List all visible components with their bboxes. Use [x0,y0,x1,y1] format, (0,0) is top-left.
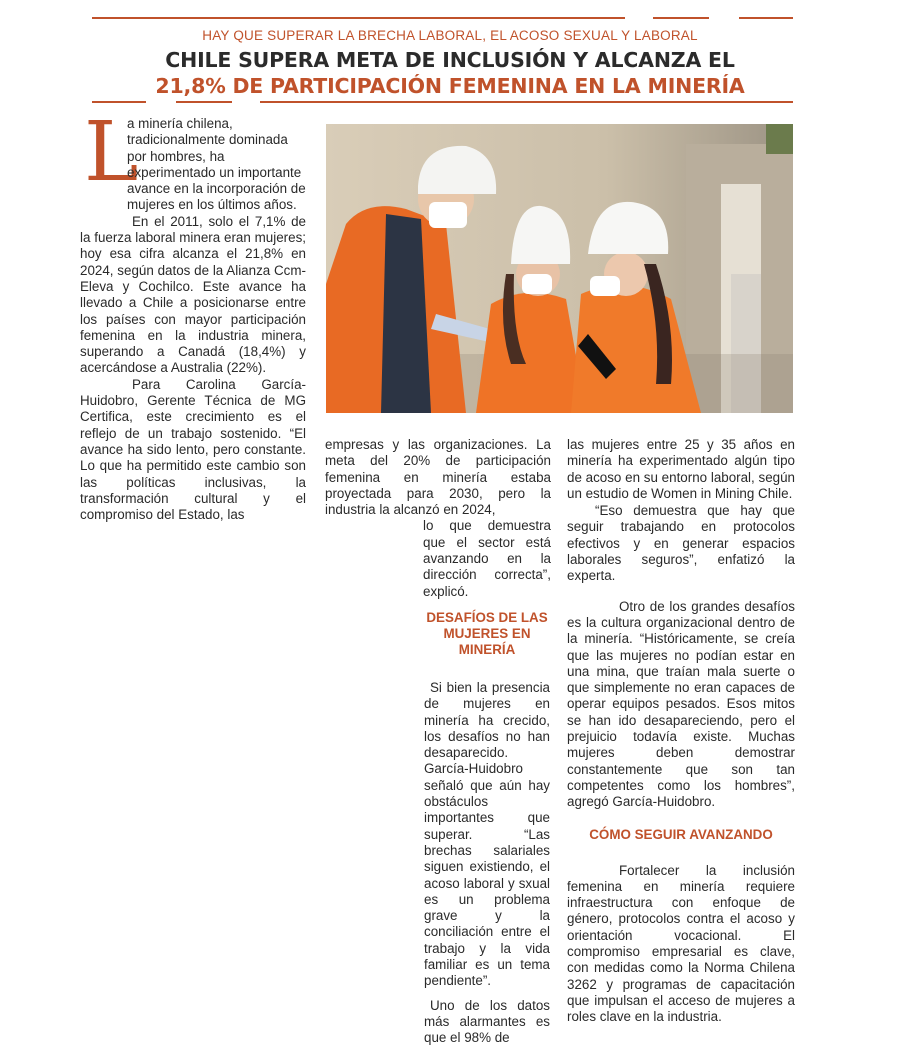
col2-paragraph-1b: lo que demuestra que el sector está avanzando en la dirección correcta”, explicó. [423,518,551,599]
top-rule-right [739,17,793,19]
col3-paragraph-3: Otro de los grandes desafíos es la cultura organizacional dentro de la minería. “Históricamente, se creía que las mujeres no podían estar en una mina, que traían mala suerte o que simplemente no eran capaces de operar equipos pesados. Esos mitos se han ido desapareciendo, pero el prejuicio todavía existe. Muchas mujeres deben demostrar constantemente que son tan competentes como los hombres”, agregó García-Huidobro. [567,598,795,810]
column-2 [325,437,551,600]
col3-paragraph-2: “Eso demuestra que hay que seguir trabajando en protocolos efectivos y en generar espacios laborales seguros”, enfatizó la experta. [567,503,795,584]
bottom-rule-mid [176,101,232,103]
col2-paragraph-1: empresas y las organizaciones. La meta del 20% de participación femenina en minería estaba proyectada para 2030, pero la industria la alcanzó en 2024, [325,437,551,518]
drop-cap: L [84,105,139,200]
col3-paragraph-4: Fortalecer la inclusión femenina en minería requiere infraestructura con enfoque de género, protocolos contra el acoso y orientación vocacional. El compromiso empresarial es clave, con medidas como la Norma Chilena 3262 y programas de capacitación que impulsan el acceso de mujeres a roles clave en la industria. [567,862,795,1025]
headline-line-1: CHILE SUPERA META DE INCLUSIÓN Y ALCANZA EL [165,48,735,72]
photo-miners-icon [326,124,793,413]
article-headline [0,47,900,99]
col3-paragraph-1: las mujeres entre 25 y 35 años en minería ha experimentado algún tipo de acoso en su entorno laboral, según un estudio de Women in Mining Chile. [567,437,795,501]
top-rule-mid [653,17,709,19]
column-3 [567,437,795,1026]
headline-line-2: 21,8% DE PARTICIPACIÓN FEMENINA EN LA MINERÍA [155,74,745,98]
article-kicker: HAY QUE SUPERAR LA BRECHA LABORAL, EL ACOSO SEXUAL Y LABORAL [202,28,698,43]
top-rule-left [92,17,625,19]
col1-intro: a minería chilena, tradicionalmente dominada por hombres, ha experimentado un importante avance en la incorporación de mujeres en los últimos años. [127,116,306,213]
bottom-rule-right [260,101,793,103]
article-photo [326,124,793,413]
subhead-desafios: DESAFÍOS DE LAS MUJERES EN MINERÍA [426,610,548,657]
col2-paragraph-3: Uno de los datos más alarmantes es que el 98% de [424,997,550,1046]
subhead-como-seguir: CÓMO SEGUIR AVANZANDO [589,826,773,842]
column-2-lower [424,610,550,1047]
column-1 [80,116,306,523]
col1-paragraph-3: Para Carolina García-Huidobro, Gerente Técnica de MG Certifica, este crecimiento es el reflejo de un trabajo sostenido. “El avance ha sido lento, pero constante. Lo que ha permitido este cambio son las políticas inclusivas, la transformación cultural y el compromiso del Estado, las [80,376,306,523]
col1-paragraph-2: En el 2011, solo el 7,1% de la fuerza laboral minera eran mujeres; hoy esa cifra alcanza el 21,8% en 2024, según datos de la Alianza Ccm-Eleva y Cochilco. Este avance ha llevado a Chile a posicionarse entre los países con mayor participación femenina en la industria minera, superando a Canadá (18,4%) y acercándose a Australia (22%). [80,213,306,376]
bottom-rule-left [92,101,146,103]
col2-paragraph-2: Si bien la presencia de mujeres en minería ha crecido, los desafíos no han desaparecido. García-Huidobro señaló que aún hay obstáculos importantes que superar. “Las brechas salariales siguen existiendo, el acoso laboral y sxual es un problema grave y la conciliación entre el trabajo y la vida familiar es un tema pendiente”. [424,680,550,989]
